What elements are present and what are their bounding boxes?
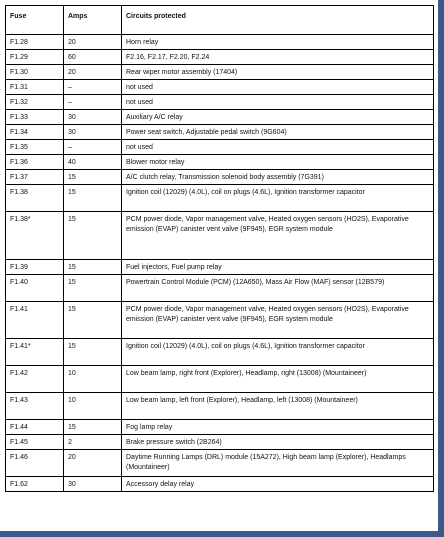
fuse-cell: F1.43 (6, 393, 64, 420)
table-row (6, 50, 434, 65)
circuits-cell: PCM power diode, Vapor management valve, Heated oxygen sensors (HO2S), Evaporative emission (EVAP) canister vent valve (9F945), EGR system module (122, 302, 434, 339)
fuse-cell: F1.35 (6, 140, 64, 155)
table-row (6, 435, 434, 450)
circuits-cell: Blower motor relay (122, 155, 434, 170)
fuse-table-header (6, 6, 434, 35)
circuits-cell: Fuel injectors, Fuel pump relay (122, 260, 434, 275)
table-row (6, 275, 434, 302)
amps-cell: 15 (64, 275, 122, 302)
circuits-cell: Ignition coil (12029) (4.0L), coil on plugs (4.6L), Ignition transformer capacitor (122, 185, 434, 212)
amps-cell: 30 (64, 110, 122, 125)
amps-cell: 20 (64, 450, 122, 477)
table-row (6, 170, 434, 185)
circuits-cell: A/C clutch relay, Transmission solenoid body assembly (7G391) (122, 170, 434, 185)
fuse-cell: F1.31 (6, 80, 64, 95)
table-row (6, 393, 434, 420)
amps-cell: 60 (64, 50, 122, 65)
fuse-cell: F1.38 (6, 185, 64, 212)
table-row (6, 155, 434, 170)
circuits-cell: not used (122, 140, 434, 155)
fuse-cell: F1.38* (6, 212, 64, 260)
fuse-cell: F1.32 (6, 95, 64, 110)
amps-cell: 2 (64, 435, 122, 450)
table-row (6, 95, 434, 110)
circuits-cell: Fog lamp relay (122, 420, 434, 435)
circuits-cell: Brake pressure switch (2B264) (122, 435, 434, 450)
table-row (6, 80, 434, 95)
circuits-cell: Horn relay (122, 35, 434, 50)
table-row (6, 35, 434, 50)
fuse-cell: F1.33 (6, 110, 64, 125)
table-row (6, 65, 434, 80)
fuse-cell: F1.41 (6, 302, 64, 339)
table-row (6, 125, 434, 140)
fuse-cell: F1.28 (6, 35, 64, 50)
header-fuse: Fuse (6, 6, 64, 35)
amps-cell: 15 (64, 339, 122, 366)
fuse-cell: F1.62 (6, 477, 64, 492)
circuits-cell: Power seat switch, Adjustable pedal switch (9G604) (122, 125, 434, 140)
table-row (6, 212, 434, 260)
amps-cell: 30 (64, 125, 122, 140)
table-row (6, 110, 434, 125)
amps-cell: 15 (64, 260, 122, 275)
table-row (6, 185, 434, 212)
fuse-cell: F1.41* (6, 339, 64, 366)
amps-cell: 20 (64, 35, 122, 50)
fuse-cell: F1.36 (6, 155, 64, 170)
amps-cell: 30 (64, 477, 122, 492)
circuits-cell: Ignition coil (12029) (4.0L), coil on plugs (4.6L), Ignition transformer capacitor (122, 339, 434, 366)
header-circuits-protected: Circuits protected (122, 6, 434, 35)
fuse-cell: F1.45 (6, 435, 64, 450)
table-row (6, 477, 434, 492)
circuits-cell: not used (122, 95, 434, 110)
amps-cell: 10 (64, 366, 122, 393)
circuits-cell: Daytime Running Lamps (DRL) module (15A272), High beam lamp (Explorer), Headlamps (Mountaineer) (122, 450, 434, 477)
fuse-cell: F1.34 (6, 125, 64, 140)
fuse-cell: F1.42 (6, 366, 64, 393)
amps-cell: – (64, 140, 122, 155)
circuits-cell: Low beam lamp, left front (Explorer), Headlamp, left (13008) (Mountaineer) (122, 393, 434, 420)
circuits-cell: Rear wiper motor assembly (17404) (122, 65, 434, 80)
circuits-cell: Low beam lamp, right front (Explorer), Headlamp, right (13008) (Mountaineer) (122, 366, 434, 393)
table-row (6, 420, 434, 435)
amps-cell: – (64, 95, 122, 110)
table-row (6, 260, 434, 275)
circuits-cell: PCM power diode, Vapor management valve, Heated oxygen sensors (HO2S), Evaporative emission (EVAP) canister vent valve (9F945), EGR system module (122, 212, 434, 260)
amps-cell: 15 (64, 212, 122, 260)
fuse-cell: F1.39 (6, 260, 64, 275)
circuits-cell: Accessory delay relay (122, 477, 434, 492)
amps-cell: 40 (64, 155, 122, 170)
circuits-cell: not used (122, 80, 434, 95)
amps-cell: 15 (64, 302, 122, 339)
amps-cell: 20 (64, 65, 122, 80)
table-row (6, 339, 434, 366)
table-row (6, 302, 434, 339)
fuse-cell: F1.40 (6, 275, 64, 302)
circuits-cell: Powertrain Control Module (PCM) (12A650), Mass Air Flow (MAF) sensor (12B579) (122, 275, 434, 302)
amps-cell: 15 (64, 420, 122, 435)
amps-cell: 15 (64, 185, 122, 212)
amps-cell: 10 (64, 393, 122, 420)
table-row (6, 140, 434, 155)
circuits-cell: F2.16, F2.17, F2.20, F2.24 (122, 50, 434, 65)
header-row (6, 6, 434, 35)
fuse-cell: F1.37 (6, 170, 64, 185)
amps-cell: – (64, 80, 122, 95)
table-row (6, 450, 434, 477)
fuse-table-body (6, 35, 434, 492)
fuse-table (5, 5, 434, 492)
header-amps: Amps (64, 6, 122, 35)
amps-cell: 15 (64, 170, 122, 185)
fuse-cell: F1.29 (6, 50, 64, 65)
fuse-cell: F1.30 (6, 65, 64, 80)
fuse-cell: F1.44 (6, 420, 64, 435)
fuse-cell: F1.46 (6, 450, 64, 477)
circuits-cell: Auxiliary A/C relay (122, 110, 434, 125)
table-row (6, 366, 434, 393)
